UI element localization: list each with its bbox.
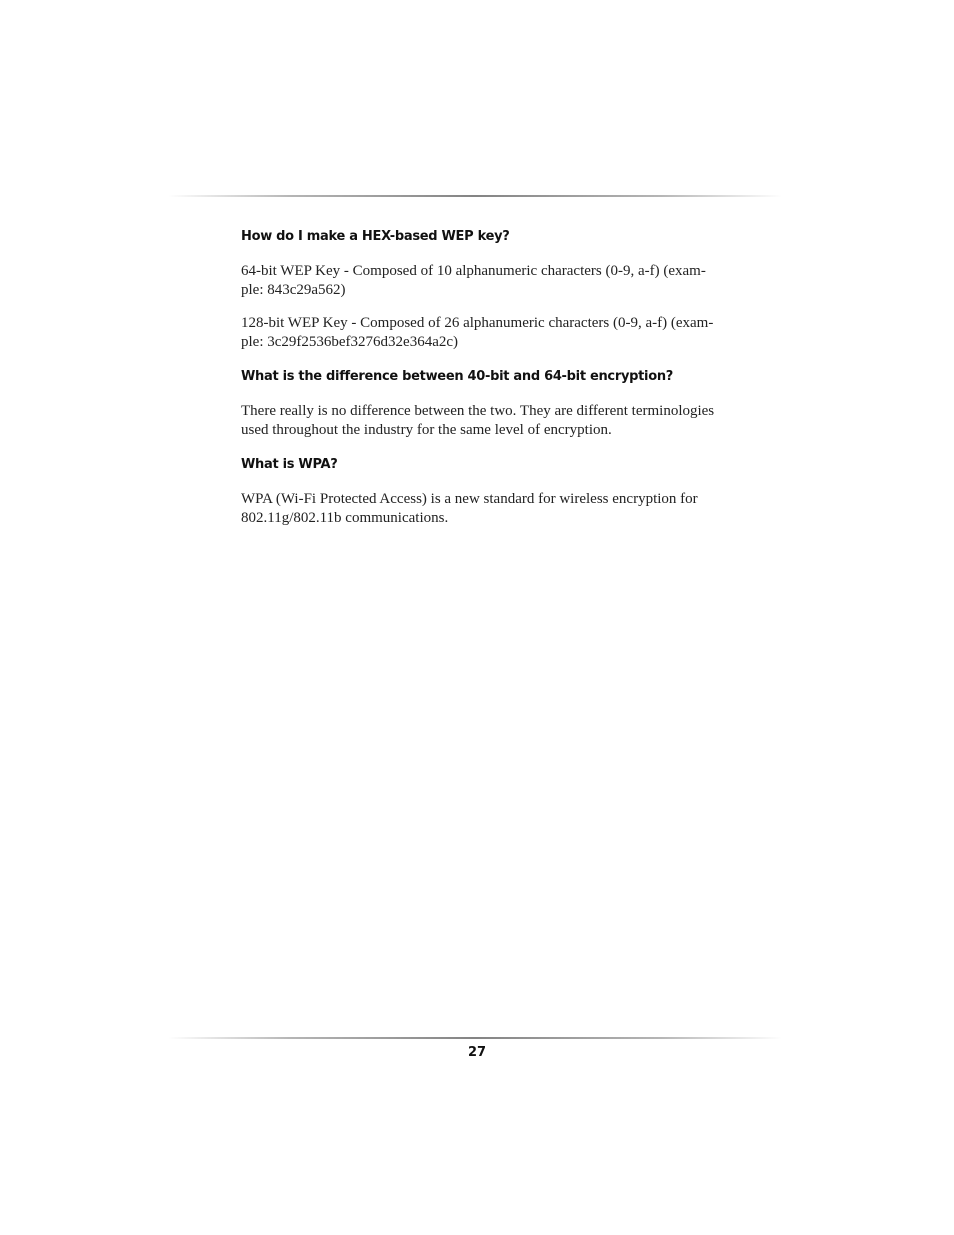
answer-line: 64-bit WEP Key - Composed of 10 alphanumeric characters (0-9, a-f) (exam- [241,263,706,279]
answer-line: 802.11g/802.11b communications. [241,510,449,526]
faq-question-wpa: What is WPA? [241,457,338,472]
bottom-divider [168,1037,782,1039]
answer-line: There really is no difference between the two. They are different terminologies [241,403,715,419]
answer-line: used throughout the industry for the same level of encryption. [241,422,612,438]
faq-answer-wpa [241,490,721,528]
faq-answer-encryption-difference [241,402,721,440]
answer-line: ple: 3c29f2536bef3276d32e364a2c) [241,334,459,350]
page-number: 27 [467,1045,487,1060]
faq-question-hex-wep: How do I make a HEX-based WEP key? [241,229,510,244]
faq-question-encryption-difference: What is the difference between 40-bit and 64-bit encryption? [241,369,674,384]
answer-line: 128-bit WEP Key - Composed of 26 alphanumeric characters (0-9, a-f) (exam- [241,315,714,331]
faq-content [241,228,721,542]
faq-answer-64bit-wep [241,262,721,300]
answer-line: WPA (Wi-Fi Protected Access) is a new standard for wireless encryption for [241,491,698,507]
top-divider [168,195,782,197]
answer-line: ple: 843c29a562) [241,282,346,298]
faq-answer-128bit-wep [241,314,721,352]
